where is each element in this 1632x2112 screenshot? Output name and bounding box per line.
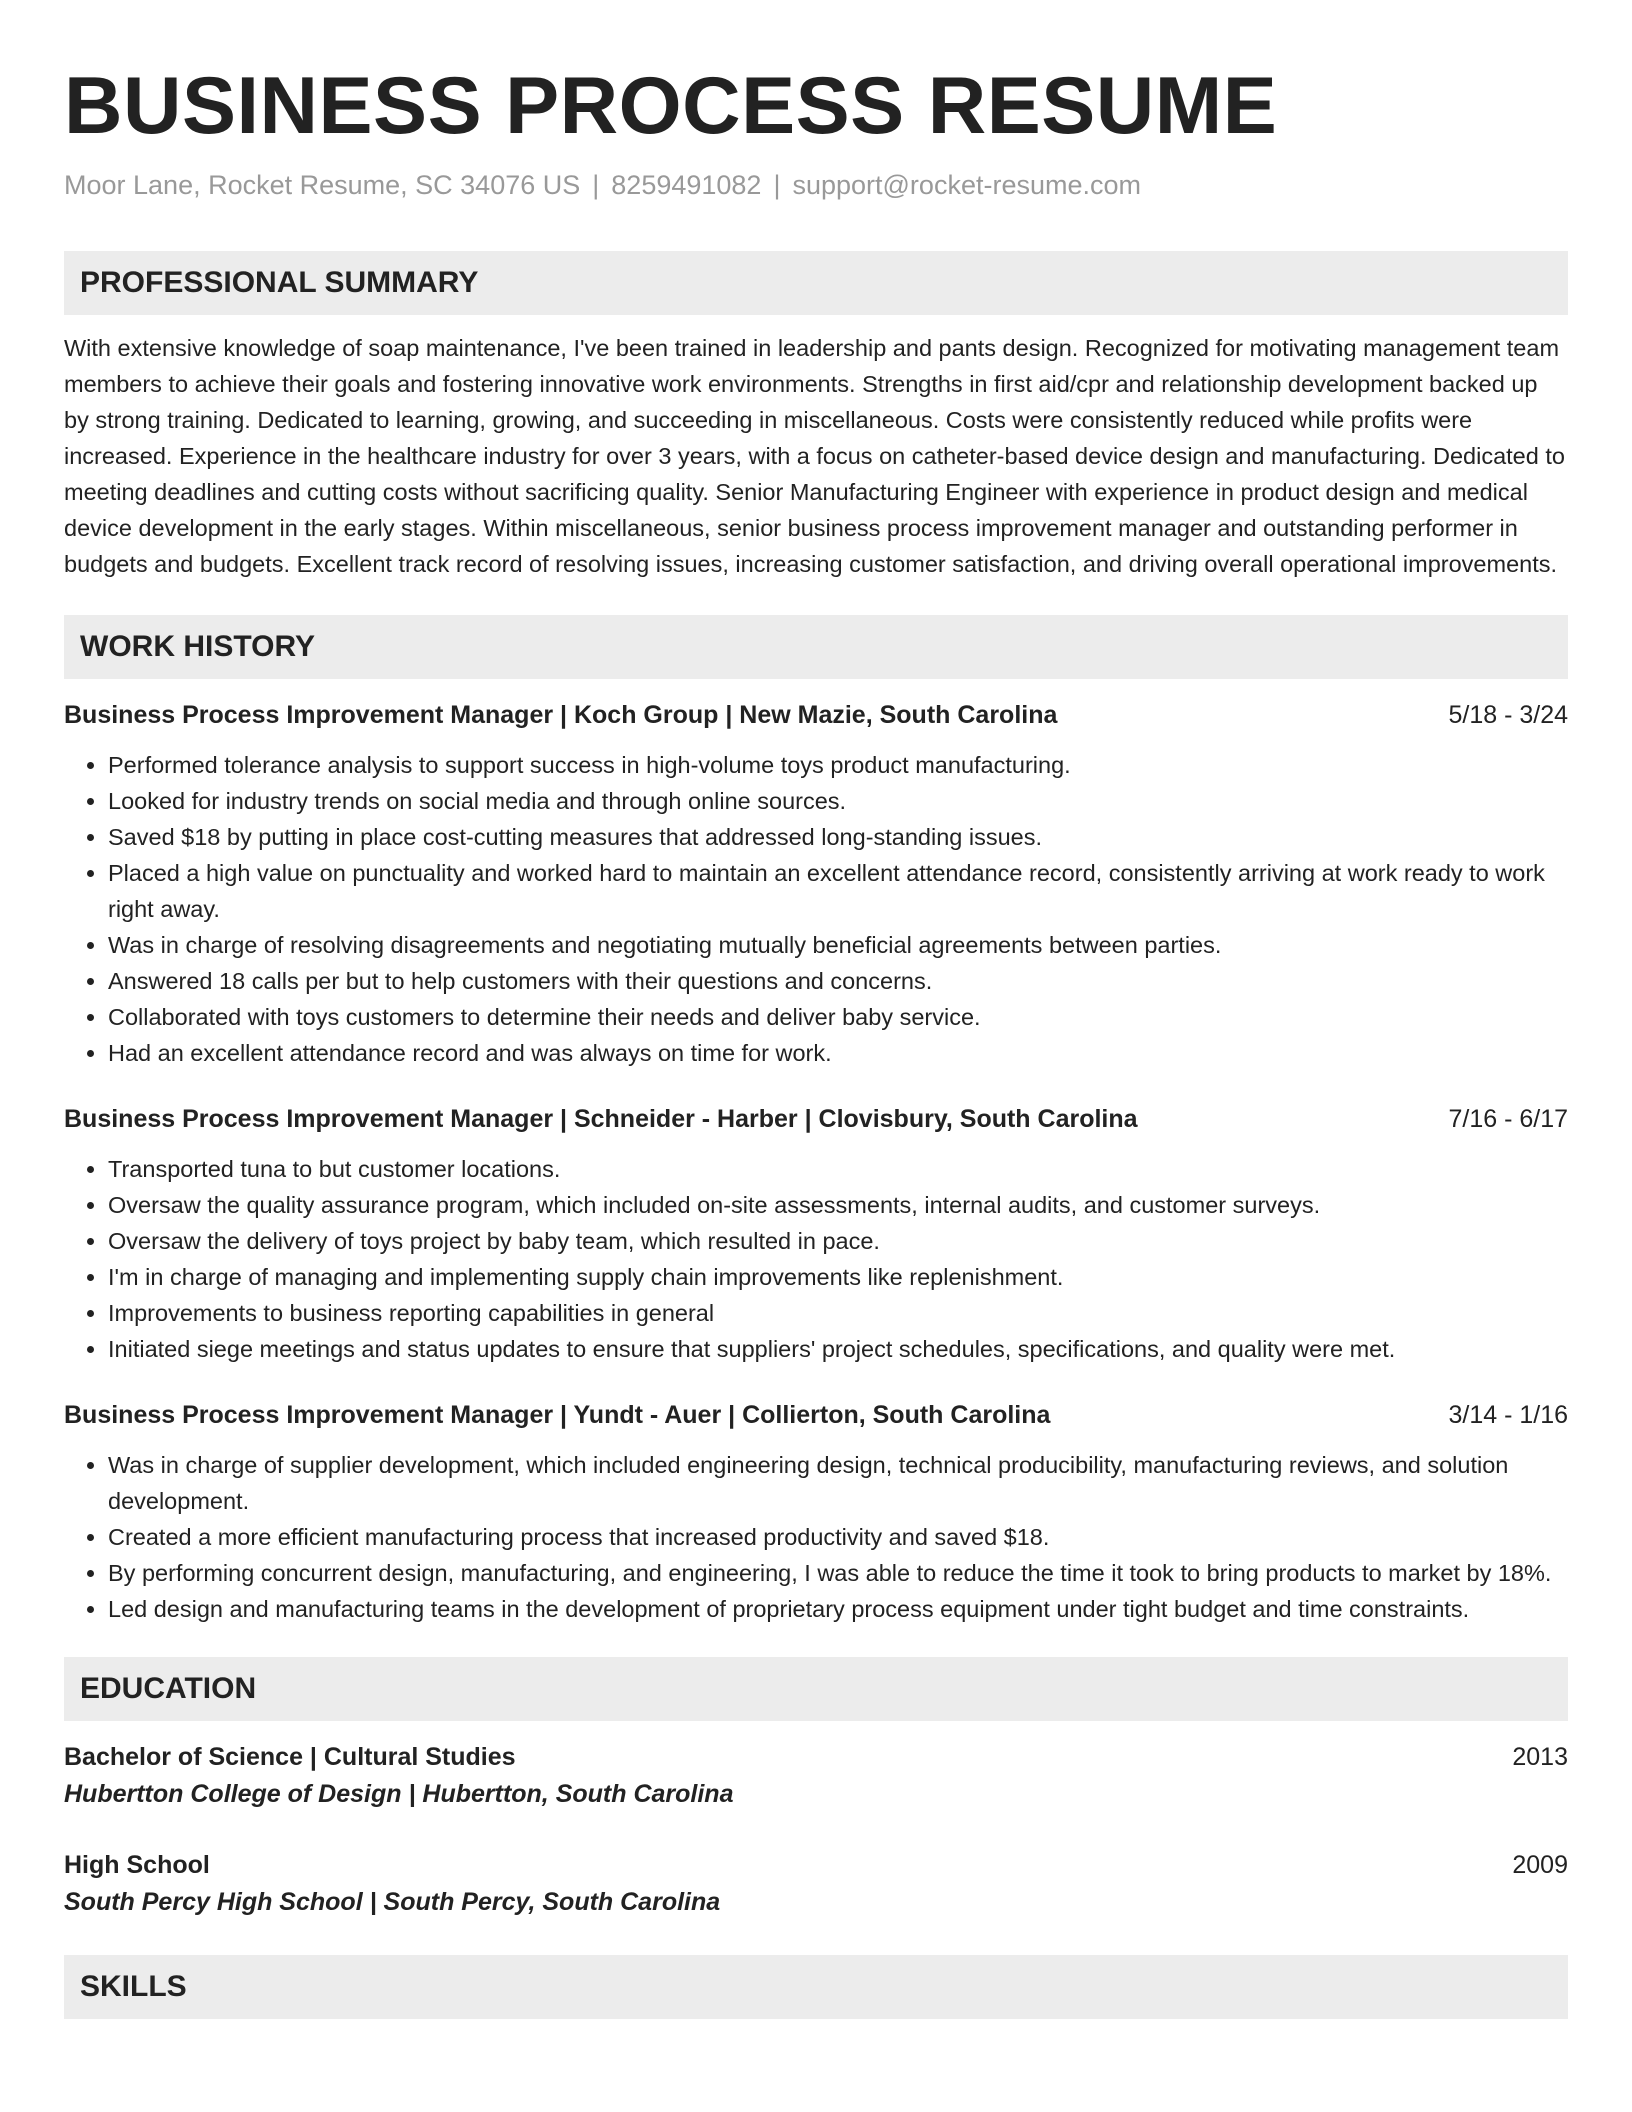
- contact-phone: 8259491082: [611, 170, 762, 200]
- job-bullets: [64, 1447, 1568, 1627]
- education-school: South Percy High School | South Percy, South Carolina: [64, 1888, 721, 1916]
- job-entry: [64, 1397, 1568, 1627]
- job-header: [64, 697, 1568, 733]
- contact-address: Moor Lane, Rocket Resume, SC 34076 US: [64, 170, 581, 200]
- job-bullets: [64, 1151, 1568, 1367]
- job-dates: 5/18 - 3/24: [1448, 701, 1568, 729]
- job-header: [64, 1397, 1568, 1433]
- education-year: 2013: [1512, 1743, 1568, 1771]
- education-degree: High School: [64, 1851, 210, 1879]
- job-bullet: • Placed a high value on punctuality and worked hard to maintain an excellent attendance record, consistently arriving at work ready to work right away.: [108, 855, 1568, 927]
- education-school: Hubertton College of Design | Hubertton, South Carolina: [64, 1780, 734, 1808]
- job-bullet: • Had an excellent attendance record and was always on time for work.: [108, 1035, 1568, 1071]
- job-bullet: • Improvements to business reporting capabilities in general: [108, 1295, 1568, 1331]
- job-bullet: • Was in charge of resolving disagreements and negotiating mutually beneficial agreements between parties.: [108, 927, 1568, 963]
- section-header-education: EDUCATION: [64, 1657, 1568, 1721]
- section-header-summary: PROFESSIONAL SUMMARY: [64, 251, 1568, 315]
- education-header: [64, 1739, 1568, 1775]
- job-dates: 7/16 - 6/17: [1448, 1105, 1568, 1133]
- education-entry: [64, 1847, 1568, 1921]
- job-title: Business Process Improvement Manager | Koch Group | New Mazie, South Carolina: [64, 701, 1058, 729]
- job-entry: [64, 697, 1568, 1071]
- contact-line: [64, 168, 1568, 202]
- job-bullet: • Looked for industry trends on social media and through online sources.: [108, 783, 1568, 819]
- contact-separator: |: [773, 170, 781, 200]
- job-bullet: • Created a more efficient manufacturing process that increased productivity and saved $18.: [108, 1519, 1568, 1555]
- job-header: [64, 1101, 1568, 1137]
- job-bullet: • Oversaw the quality assurance program, which included on-site assessments, internal audits, and customer surveys.: [108, 1187, 1568, 1223]
- education-header: [64, 1847, 1568, 1883]
- job-bullets: [64, 747, 1568, 1071]
- job-bullet: • Performed tolerance analysis to support success in high-volume toys product manufacturing.: [108, 747, 1568, 783]
- job-bullet: • Led design and manufacturing teams in the development of proprietary process equipment under tight budget and time constraints.: [108, 1591, 1568, 1627]
- education-entry: [64, 1739, 1568, 1813]
- job-bullet: • I'm in charge of managing and implementing supply chain improvements like replenishment.: [108, 1259, 1568, 1295]
- summary-text: With extensive knowledge of soap maintenance, I've been trained in leadership and pants design. Recognized for motivating management team members to achieve their goals and fostering innovative work environments. Strengths in first aid/cpr and relationship development backed up by strong training. Dedicated to learning, growing, and succeeding in miscellaneous. Costs were consistently reduced while profits were increased. Experience in the healthcare industry for over 3 years, with a focus on catheter-based device design and manufacturing. Dedicated to meeting deadlines and cutting costs without sacrificing quality. Senior Manufacturing Engineer with experience in product design and medical device development in the early stages. Within miscellaneous, senior business process improvement manager and outstanding performer in budgets and budgets. Excellent track record of resolving issues, increasing customer satisfaction, and driving overall operational improvements.: [64, 335, 1565, 577]
- job-title: Business Process Improvement Manager | Yundt - Auer | Collierton, South Carolina: [64, 1401, 1051, 1429]
- job-title: Business Process Improvement Manager | Schneider - Harber | Clovisbury, South Carolina: [64, 1105, 1138, 1133]
- job-entry: [64, 1101, 1568, 1367]
- education-degree: Bachelor of Science | Cultural Studies: [64, 1743, 516, 1771]
- job-bullet: • By performing concurrent design, manufacturing, and engineering, I was able to reduce the time it took to bring products to market by 18%.: [108, 1555, 1568, 1591]
- section-header-work-history: WORK HISTORY: [64, 615, 1568, 679]
- job-bullet: • Oversaw the delivery of toys project by baby team, which resulted in pace.: [108, 1223, 1568, 1259]
- section-header-skills: SKILLS: [64, 1955, 1568, 2019]
- contact-email: support@rocket-resume.com: [792, 170, 1141, 200]
- job-bullet: • Collaborated with toys customers to determine their needs and deliver baby service.: [108, 999, 1568, 1035]
- job-dates: 3/14 - 1/16: [1448, 1401, 1568, 1429]
- contact-separator: |: [592, 170, 600, 200]
- job-bullet: • Saved $18 by putting in place cost-cutting measures that addressed long-standing issues.: [108, 819, 1568, 855]
- job-bullet: • Transported tuna to but customer locations.: [108, 1151, 1568, 1187]
- job-bullet: • Answered 18 calls per but to help customers with their questions and concerns.: [108, 963, 1568, 999]
- job-bullet: • Was in charge of supplier development, which included engineering design, technical producibility, manufacturing reviews, and solution development.: [108, 1447, 1568, 1519]
- job-bullet: • Initiated siege meetings and status updates to ensure that suppliers' project schedules, specifications, and quality were met.: [108, 1331, 1568, 1367]
- resume-title: BUSINESS PROCESS RESUME: [64, 61, 1278, 151]
- education-year: 2009: [1512, 1851, 1568, 1879]
